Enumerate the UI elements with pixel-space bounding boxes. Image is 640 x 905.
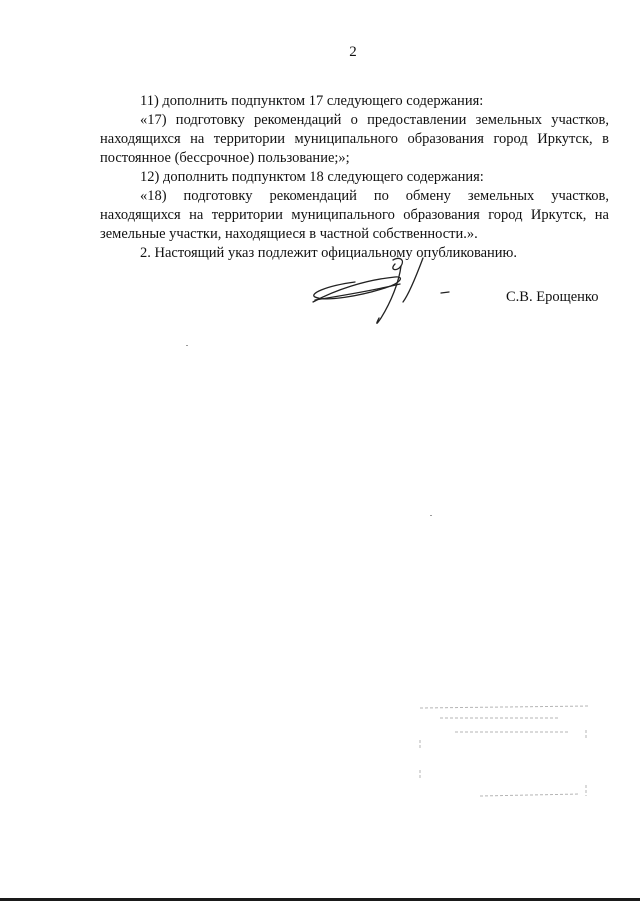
paragraph-publication: 2. Настоящий указ подлежит официальному опубликованию. — [140, 245, 518, 261]
document-body — [100, 92, 609, 263]
paragraph-item-12: 12) дополнить подпунктом 18 следующего содержания: — [140, 169, 484, 185]
bottom-edge-rule — [0, 898, 640, 901]
scan-speck — [430, 515, 432, 516]
paragraph-subitem-18: «18) подготовку рекомендаций по обмену земельных участков, находящихся на территории муниципального образования город Иркутск, на земельные участки, находящиеся в частной собственности.». — [100, 188, 609, 242]
scan-speck — [186, 345, 188, 346]
paragraph-item-11: 11) дополнить подпунктом 17 следующего содержания: — [140, 93, 484, 109]
paragraph-subitem-17: «17) подготовку рекомендаций о предоставлении земельных участков, находящихся на территории муниципального образования город Иркутск, в постоянное (бессрочное) пользование;»; — [100, 112, 609, 166]
page-number: 2 — [349, 44, 357, 60]
signature-icon — [305, 250, 455, 330]
signer-name: С.В. Ерощенко — [506, 289, 599, 305]
stamp-icon — [410, 700, 600, 810]
